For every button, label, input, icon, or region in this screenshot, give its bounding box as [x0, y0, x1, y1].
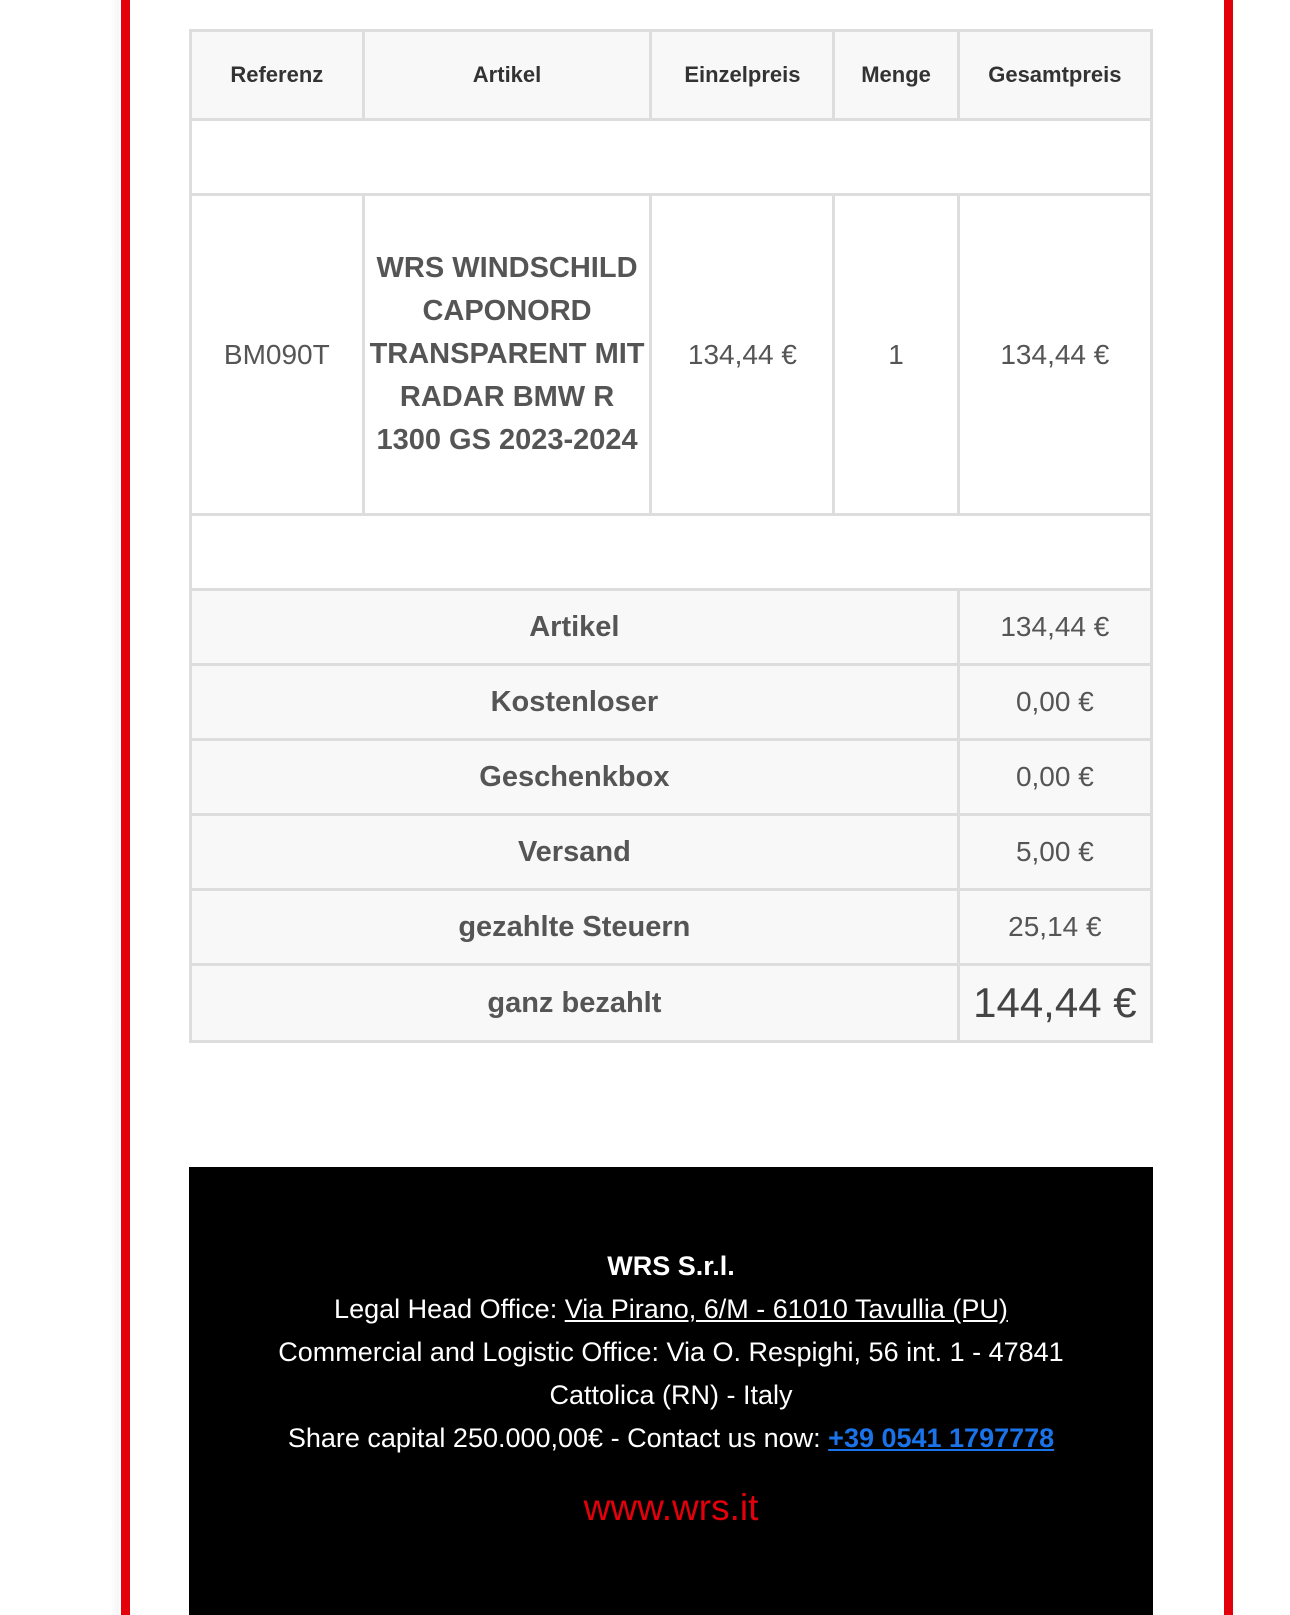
product-reference: BM090T [191, 195, 364, 515]
share-capital-text: Share capital 250.000,00€ - Contact us now: [287, 1423, 829, 1453]
summary-row-items [191, 590, 1152, 665]
header-item: Artikel [363, 31, 651, 120]
summary-label: Versand [191, 815, 959, 890]
spacer-cell [191, 515, 1152, 590]
product-name: WRS WINDSCHILD CAPONORD TRANSPARENT MIT RADAR BMW R 1300 GS 2023-2024 [363, 195, 651, 515]
summary-value: 0,00 € [958, 740, 1151, 815]
legal-office-label: Legal Head Office: [334, 1294, 565, 1324]
commercial-office-line: Commercial and Logistic Office: Via O. Respighi, 56 int. 1 - 47841 Cattolica (RN) - Italy [278, 1337, 1064, 1410]
summary-value: 0,00 € [958, 665, 1151, 740]
header-total-price: Gesamtpreis [958, 31, 1151, 120]
website-link[interactable]: www.wrs.it [583, 1487, 759, 1528]
header-unit-price: Einzelpreis [651, 31, 834, 120]
summary-value: 25,14 € [958, 890, 1151, 965]
product-row [191, 195, 1152, 515]
header-reference: Referenz [191, 31, 364, 120]
spacer-cell [191, 120, 1152, 195]
summary-value: 134,44 € [958, 590, 1151, 665]
summary-value: 5,00 € [958, 815, 1151, 890]
summary-row-free [191, 665, 1152, 740]
legal-office-line [189, 1288, 1153, 1331]
summary-row-total [191, 965, 1152, 1042]
summary-label: Geschenkbox [191, 740, 959, 815]
product-total-price: 134,44 € [958, 195, 1151, 515]
summary-label: Artikel [191, 590, 959, 665]
product-unit-price: 134,44 € [651, 195, 834, 515]
summary-label: ganz bezahlt [191, 965, 959, 1042]
summary-label: Kostenloser [191, 665, 959, 740]
order-table [189, 29, 1153, 1043]
table-header-row [191, 31, 1152, 120]
product-quantity: 1 [834, 195, 958, 515]
legal-address-link[interactable]: Via Pirano, 6/M - 61010 Tavullia (PU) [564, 1294, 1008, 1324]
grand-total-value: 144,44 € [958, 965, 1151, 1042]
summary-row-shipping [191, 815, 1152, 890]
phone-link[interactable]: +39 0541 1797778 [828, 1423, 1055, 1453]
spacer-row [191, 515, 1152, 590]
summary-label: gezahlte Steuern [191, 890, 959, 965]
header-quantity: Menge [834, 31, 958, 120]
company-name: WRS S.r.l. [607, 1251, 735, 1281]
contact-line [189, 1417, 1153, 1460]
summary-row-taxes [191, 890, 1152, 965]
spacer-row [191, 120, 1152, 195]
summary-row-giftbox [191, 740, 1152, 815]
company-footer [189, 1167, 1153, 1615]
